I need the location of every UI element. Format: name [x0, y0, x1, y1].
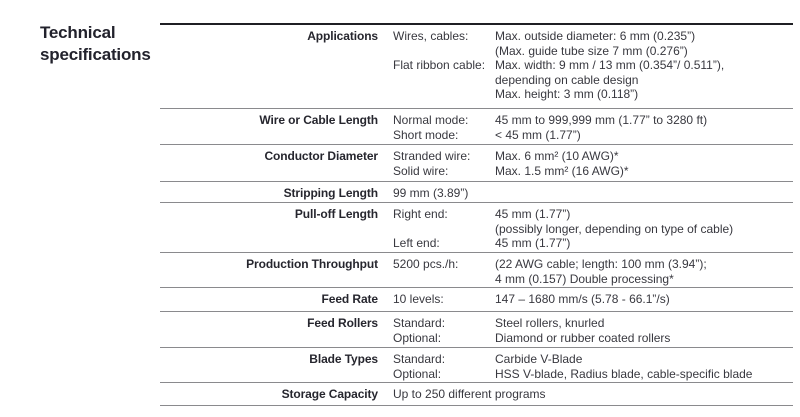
spec-subvalue: Left end:: [393, 236, 440, 250]
row-label: Conductor Diameter: [264, 149, 378, 163]
spec-line: [393, 73, 793, 88]
spec-value: Steel rollers, knurled: [495, 316, 605, 330]
spec-value: HSS V-blade, Radius blade, cable-specific blade: [495, 366, 753, 381]
spec-line: [393, 387, 793, 402]
spec-subvalue: Standard:: [393, 352, 446, 366]
spec-row-blade-types: [160, 348, 793, 383]
row-lines: [393, 207, 793, 252]
spec-row-applications: [160, 25, 793, 109]
row-lines: [393, 257, 793, 287]
spec-value: (22 AWG cable; length: 100 mm (3.94”);: [495, 257, 707, 271]
spec-value: (possibly longer, depending on type of cable): [495, 221, 734, 236]
spec-line: [393, 207, 793, 222]
spec-value: depending on cable design: [495, 72, 639, 87]
spec-line: [393, 222, 793, 237]
spec-subvalue: 99 mm (3.89”): [393, 186, 469, 200]
spec-row-feed-rate: [160, 288, 793, 312]
row-lines: [393, 292, 793, 311]
spec-value: (Max. guide tube size 7 mm (0.276”): [495, 43, 688, 58]
spec-line: [393, 331, 793, 346]
spec-line: [393, 44, 793, 59]
spec-value: < 45 mm (1.77”): [495, 127, 581, 142]
spec-line: [393, 149, 793, 164]
spec-subvalue: [393, 87, 495, 102]
spec-line: [393, 128, 793, 143]
spec-value: 45 mm (1.77”): [495, 236, 571, 250]
row-lines: [393, 387, 793, 405]
spec-line: [393, 29, 793, 44]
spec-subvalue: Normal mode:: [393, 113, 469, 127]
spec-line: [393, 257, 793, 272]
spec-value: 147 – 1680 mm/s (5.78 - 66.1”/s): [495, 292, 670, 306]
spec-table: [160, 23, 793, 406]
spec-subvalue: Standard:: [393, 316, 446, 330]
spec-subvalue: Optional:: [393, 330, 442, 345]
row-label: Wire or Cable Length: [259, 113, 378, 127]
row-lines: [393, 316, 793, 347]
spec-row-wire-or-cable-length: [160, 109, 793, 145]
spec-line: [393, 87, 793, 102]
spec-row-storage-capacity: [160, 383, 793, 406]
row-lines: [393, 352, 793, 382]
spec-line: [393, 316, 793, 331]
spec-subvalue: Short mode:: [393, 127, 459, 142]
spec-subvalue: Flat ribbon cable:: [393, 58, 486, 72]
spec-subvalue: Stranded wire:: [393, 149, 471, 163]
spec-line: [393, 367, 793, 382]
spec-line: [393, 58, 793, 73]
spec-row-pull-off-length: [160, 203, 793, 253]
spec-value: [495, 387, 793, 402]
spec-row-feed-rollers: [160, 312, 793, 348]
spec-subvalue: Wires, cables:: [393, 29, 469, 43]
spec-value: Max. 6 mm² (10 AWG)*: [495, 149, 619, 163]
spec-line: [393, 236, 793, 251]
spec-subvalue: Right end:: [393, 207, 448, 221]
spec-value: Carbide V-Blade: [495, 352, 583, 366]
spec-subvalue: 5200 pcs./h:: [393, 257, 459, 271]
row-label: Pull-off Length: [294, 207, 378, 221]
row-label: Storage Capacity: [281, 387, 378, 401]
row-lines: [393, 113, 793, 144]
spec-value: [495, 186, 793, 201]
spec-line: [393, 186, 793, 201]
spec-line: [393, 272, 793, 287]
spec-value: Max. height: 3 mm (0.118”): [495, 87, 639, 101]
spec-line: [393, 113, 793, 128]
spec-line: [393, 292, 793, 307]
spec-subvalue: [393, 44, 495, 59]
spec-value: Max. 1.5 mm² (16 AWG)*: [495, 163, 629, 178]
row-label: Production Throughput: [246, 257, 378, 271]
spec-subvalue: Up to 250 different programs: [393, 387, 546, 401]
spec-line: [393, 352, 793, 367]
spec-value: Diamond or rubber coated rollers: [495, 330, 671, 345]
row-lines: [393, 149, 793, 181]
spec-row-stripping-length: [160, 182, 793, 203]
row-label: Stripping Length: [283, 186, 378, 200]
spec-subvalue: Optional:: [393, 366, 442, 381]
page-title-line-2: specifications: [40, 45, 151, 64]
row-label: Feed Rollers: [307, 316, 378, 330]
row-lines: [393, 29, 793, 108]
spec-subvalue: [393, 222, 495, 237]
spec-value: 4 mm (0.157) Double processing*: [495, 271, 674, 286]
spec-value: Max. width: 9 mm / 13 mm (0.354”/ 0.511”),: [495, 58, 725, 72]
spec-subvalue: Solid wire:: [393, 163, 449, 178]
spec-value: 45 mm (1.77”): [495, 207, 571, 221]
row-label: Applications: [307, 29, 378, 43]
spec-value: 45 mm to 999,999 mm (1.77” to 3280 ft): [495, 113, 708, 127]
row-label: Blade Types: [309, 352, 378, 366]
page-title-line-1: Technical: [40, 23, 116, 42]
spec-subvalue: [393, 73, 495, 88]
row-lines: [393, 186, 793, 202]
spec-value: Max. outside diameter: 6 mm (0.235”): [495, 29, 696, 43]
page-title: [40, 22, 151, 66]
spec-subvalue: 10 levels:: [393, 292, 444, 306]
spec-subvalue: [393, 272, 495, 287]
spec-row-conductor-diameter: [160, 145, 793, 182]
row-label: Feed Rate: [321, 292, 378, 306]
spec-line: [393, 164, 793, 179]
spec-row-production-throughput: [160, 253, 793, 288]
